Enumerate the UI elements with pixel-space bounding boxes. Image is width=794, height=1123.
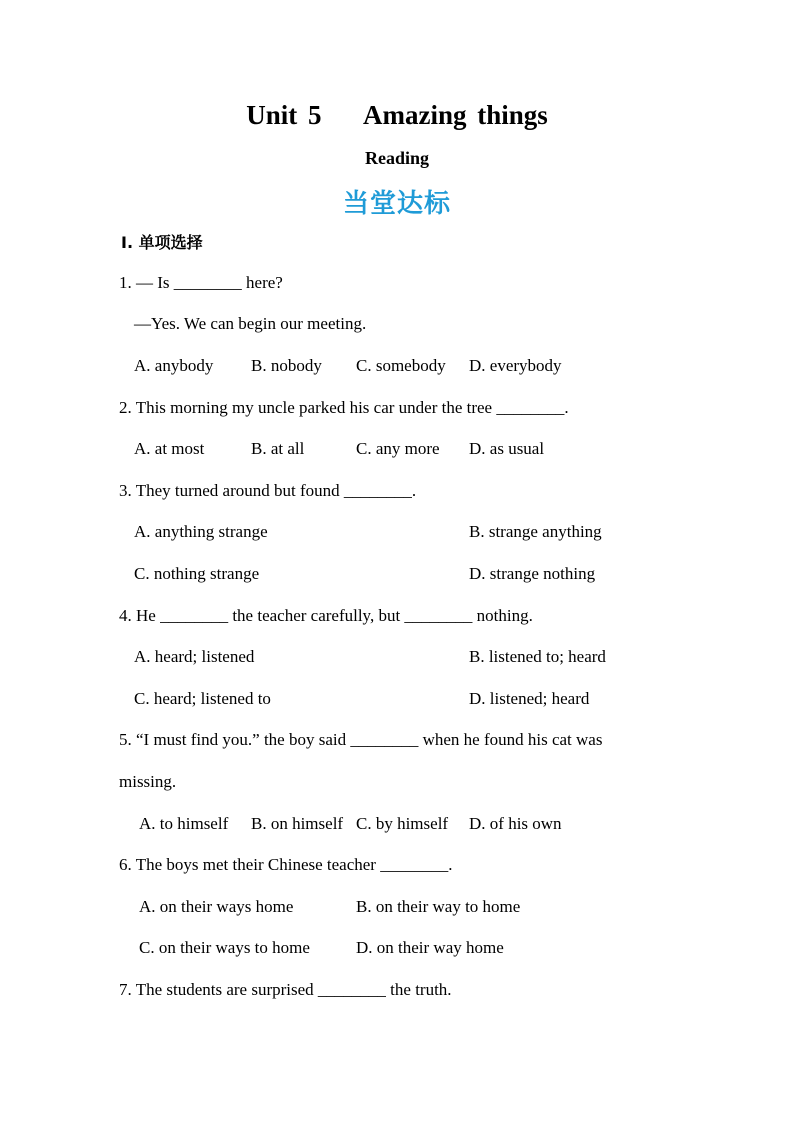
question-5-option-a: A. to himself [139, 814, 229, 833]
question-1-option-d: D. everybody [469, 356, 562, 375]
question-3-stem: 3. They turned around but found ________. [119, 481, 417, 500]
question-5-option-c: C. by himself [356, 814, 449, 833]
page-subtitle: Reading [364, 148, 429, 168]
question-5-option-d: D. of his own [469, 814, 562, 833]
question-2-option-d: D. as usual [469, 439, 545, 458]
question-1-option-b: B. nobody [251, 356, 322, 375]
page-title: Unit 5 Amazing things [246, 100, 548, 130]
question-6-option-b: B. on their way to home [356, 897, 521, 916]
question-2-option-c: C. any more [356, 439, 440, 458]
question-5-stem-continued: missing. [119, 772, 177, 791]
question-1-option-c: C. somebody [356, 356, 446, 375]
question-2-option-b: B. at all [251, 439, 305, 458]
question-3-option-c: C. nothing strange [134, 564, 260, 583]
question-6-stem: 6. The boys met their Chinese teacher ________. [119, 855, 453, 874]
question-1-reply: —Yes. We can begin our meeting. [134, 314, 367, 333]
exercise-heading: 当堂达标 [342, 189, 451, 219]
question-3-option-a: A. anything strange [134, 522, 268, 541]
question-6-option-a: A. on their ways home [139, 897, 294, 916]
question-4-stem: 4. He ________ the teacher carefully, but ________ nothing. [119, 606, 533, 625]
section-label: Ⅰ. 单项选择 [121, 233, 203, 252]
question-3-option-d: D. strange nothing [469, 564, 596, 583]
question-1-option-a: A. anybody [134, 356, 214, 375]
question-2-stem: 2. This morning my uncle parked his car under the tree ________. [119, 398, 569, 417]
question-6-option-d: D. on their way home [356, 938, 504, 957]
question-2-option-a: A. at most [134, 439, 205, 458]
question-4-option-b: B. listened to; heard [469, 647, 606, 666]
question-4-option-a: A. heard; listened [134, 647, 255, 666]
question-5-option-b: B. on himself [251, 814, 344, 833]
question-1-stem: 1. — Is ________ here? [119, 273, 283, 292]
question-5-stem: 5. “I must find you.” the boy said ________ when he found his cat was [119, 730, 603, 749]
question-3-option-b: B. strange anything [469, 522, 602, 541]
question-4-option-d: D. listened; heard [469, 689, 590, 708]
question-7-stem: 7. The students are surprised ________ the truth. [119, 980, 452, 999]
question-4-option-c: C. heard; listened to [134, 689, 271, 708]
question-6-option-c: C. on their ways to home [139, 938, 310, 957]
